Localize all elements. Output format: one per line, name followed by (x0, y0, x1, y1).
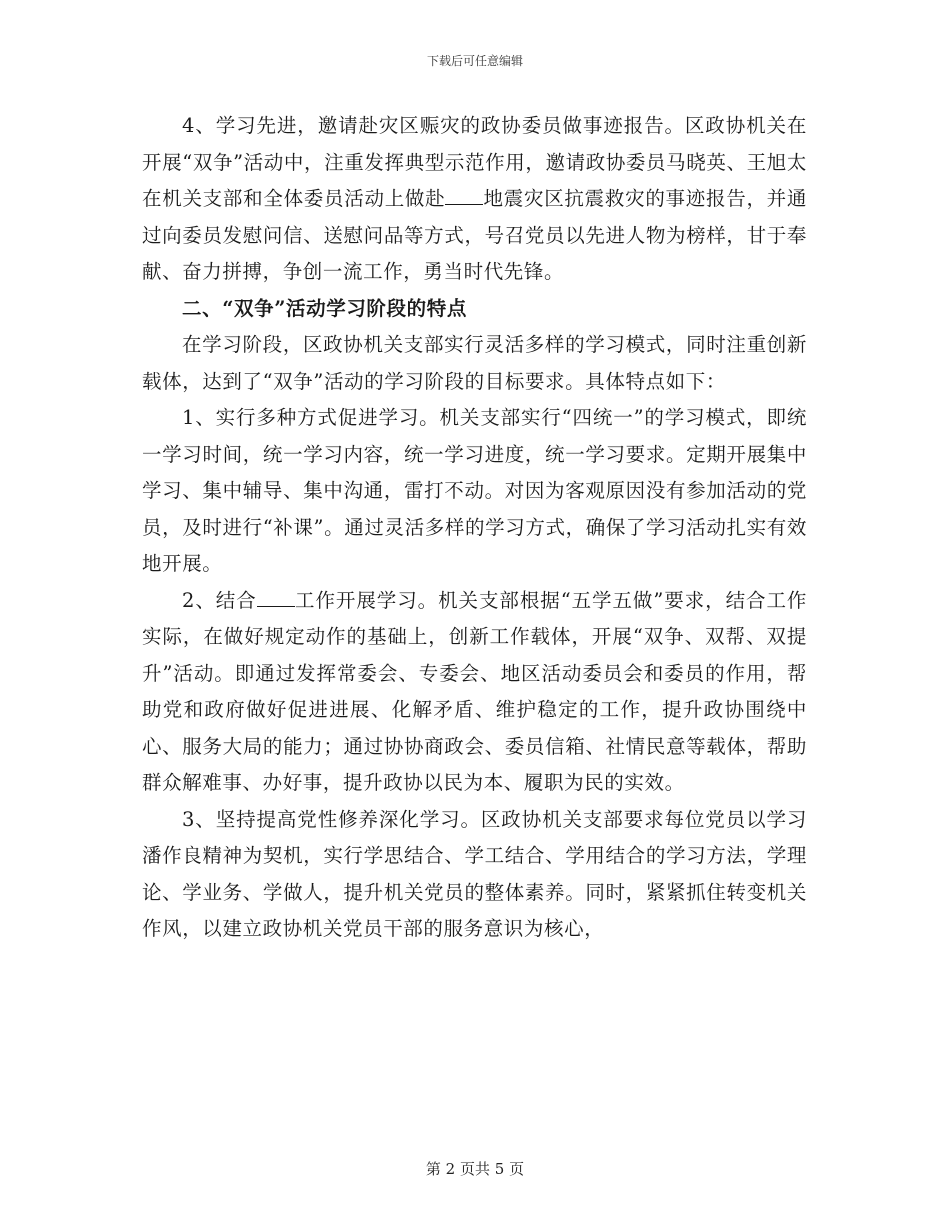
page-footer: 第 2 页共 5 页 (425, 1160, 525, 1178)
paragraph-text: 地震灾区抗震救灾的事迹报告，并通过向委员发慰问信、送慰问品等方式，号召党员以先进人物为榜样，甘于奉献、奋力拼搏，争创一流工作，勇当时代先锋。 (142, 187, 807, 283)
paragraph-learn-advanced (142, 108, 807, 291)
blank-underline (257, 590, 295, 607)
paragraph-point-2 (142, 583, 807, 802)
paragraph-text: 4、学习先进，邀请赴灾区赈灾的政协委员做事迹报告。区政协机关在开展“双争”活动中，注重发挥典型示范作用，邀请政协委员马晓英、王旭太在机关支部和全体委员活动上做赴 (142, 114, 807, 210)
document-body (142, 108, 807, 948)
paragraph-point-3: 3、坚持提高党性修养深化学习。区政协机关支部要求每位党员以学习潘作良精神为契机，实行学思结合、学工结合、学用结合的学习方法，学理论、学业务、学做人，提升机关党员的整体素养。同时，紧紧抓住转变机关作风，以建立政协机关党员干部的服务意识为核心， (142, 807, 807, 940)
page-header: 下载后可任意编辑 (426, 54, 523, 68)
paragraph-text: 2、结合 (182, 588, 257, 612)
blank-underline (445, 188, 483, 205)
paragraph-point-1: 1、实行多种方式促进学习。机关支部实行“四统一”的学习模式，即统一学习时间，统一学习内容，统一学习进度，统一学习要求。定期开展集中学习、集中辅导、集中沟通，雷打不动。对因为客观原因没有参加活动的党员，及时进行“补课”。通过灵活多样的学习方式，确保了学习活动扎实有效地开展。 (142, 406, 807, 575)
paragraph-text: 工作开展学习。机关支部根据“五学五做”要求，结合工作实际，在做好规定动作的基础上，创新工作载体，开展“双争、双帮、双提升”活动。即通过发挥常委会、专委会、地区活动委员会和委员的作用，帮助党和政府做好促进进展、化解矛盾、维护稳定的工作，提升政协围绕中心、服务大局的能力；通过协协商政会、委员信箱、社情民意等载体，帮助群众解难事、办好事，提升政协以民为本、履职为民的实效。 (142, 588, 807, 794)
section-heading: 二、“双争”活动学习阶段的特点 (182, 296, 467, 320)
paragraph-intro: 在学习阶段，区政协机关支部实行灵活多样的学习模式，同时注重创新载体，达到了“双争”活动的学习阶段的目标要求。具体特点如下： (142, 333, 807, 393)
